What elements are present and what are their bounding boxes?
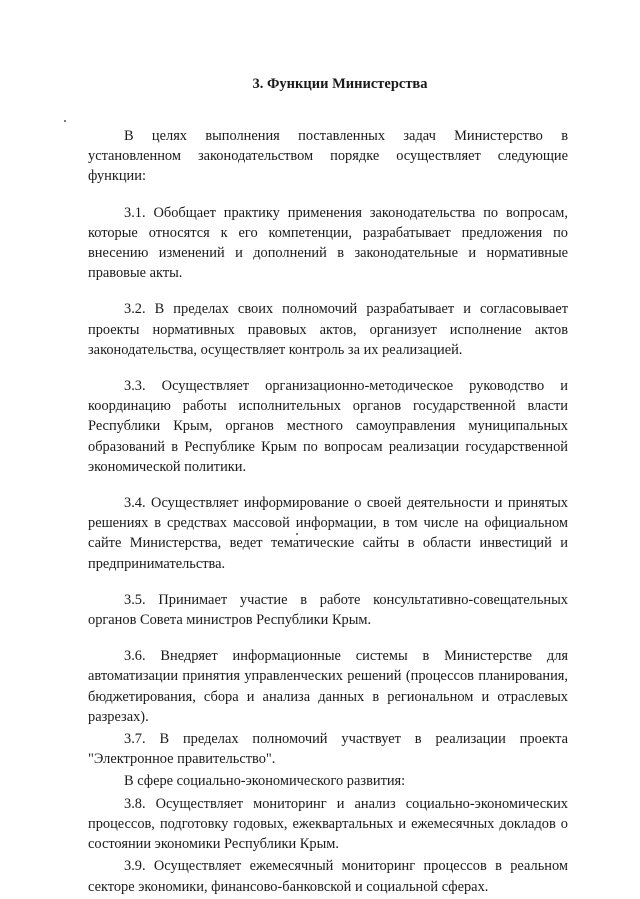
paragraph-3-8: 3.8. Осуществляет мониторинг и анализ социально-экономических процессов, подготовку годовых, ежеквартальных и ежемесячных докладов о состоянии экономики Республики Крым. bbox=[88, 795, 568, 853]
paragraph-3-7: 3.7. В пределах полномочий участвует в реализации проекта "Электронное правительство". bbox=[88, 731, 568, 768]
subsection-heading: В сфере социально-экономического развития: bbox=[124, 773, 406, 790]
paragraph-3-1: 3.1. Обобщает практику применения законодательства по вопросам, которые относятся к его компетенции, разрабатывает предложения по внесению изменений и дополнений в законодательные и нормативные правовые акты. bbox=[88, 204, 568, 282]
paragraph-3-3: 3.3. Осуществляет организационно-методическое руководство и координацию работы исполнительных органов государственной власти Республики Крым, органов местного самоуправления муниципальных образований в Республике Крым по вопросам реализации государственной экономической политики. bbox=[88, 378, 568, 475]
scan-speck bbox=[64, 120, 66, 122]
paragraph-3-5: 3.5. Принимает участие в работе консультативно-совещательных органов Совета министров Республики Крым. bbox=[88, 591, 568, 629]
paragraph-3-9: 3.9. Осуществляет ежемесячный мониторинг процессов в реальном секторе экономики, финансово-банковской и социальной сферах. bbox=[88, 858, 568, 895]
document-body bbox=[88, 126, 568, 899]
paragraph-3-6: 3.6. Внедряет информационные системы в Министерстве для автоматизации принятия управленческих решений (процессов планирования, бюджетирования, сбора и анализа данных в региональном и отраслевых разрезах). bbox=[88, 648, 568, 725]
paragraph-3-2: 3.2. В пределах своих полномочий разрабатывает и согласовывает проекты нормативных правовых актов, организует исполнение актов законодательства, осуществляет контроль за их реализацией. bbox=[88, 301, 568, 358]
section-heading: 3. Функции Министерства bbox=[252, 76, 428, 92]
scan-speck bbox=[296, 533, 298, 535]
intro-paragraph: В целях выполнения поставленных задач Министерство в установленном законодательством порядке осуществляет следующие функции: bbox=[88, 128, 568, 185]
paragraph-3-4: 3.4. Осуществляет информирование о своей деятельности и принятых решениях в средствах массовой информации, в том числе на официальном сайте Министерства, ведет тематические сайты в области инвестиций и предпринимательства. bbox=[88, 495, 568, 572]
